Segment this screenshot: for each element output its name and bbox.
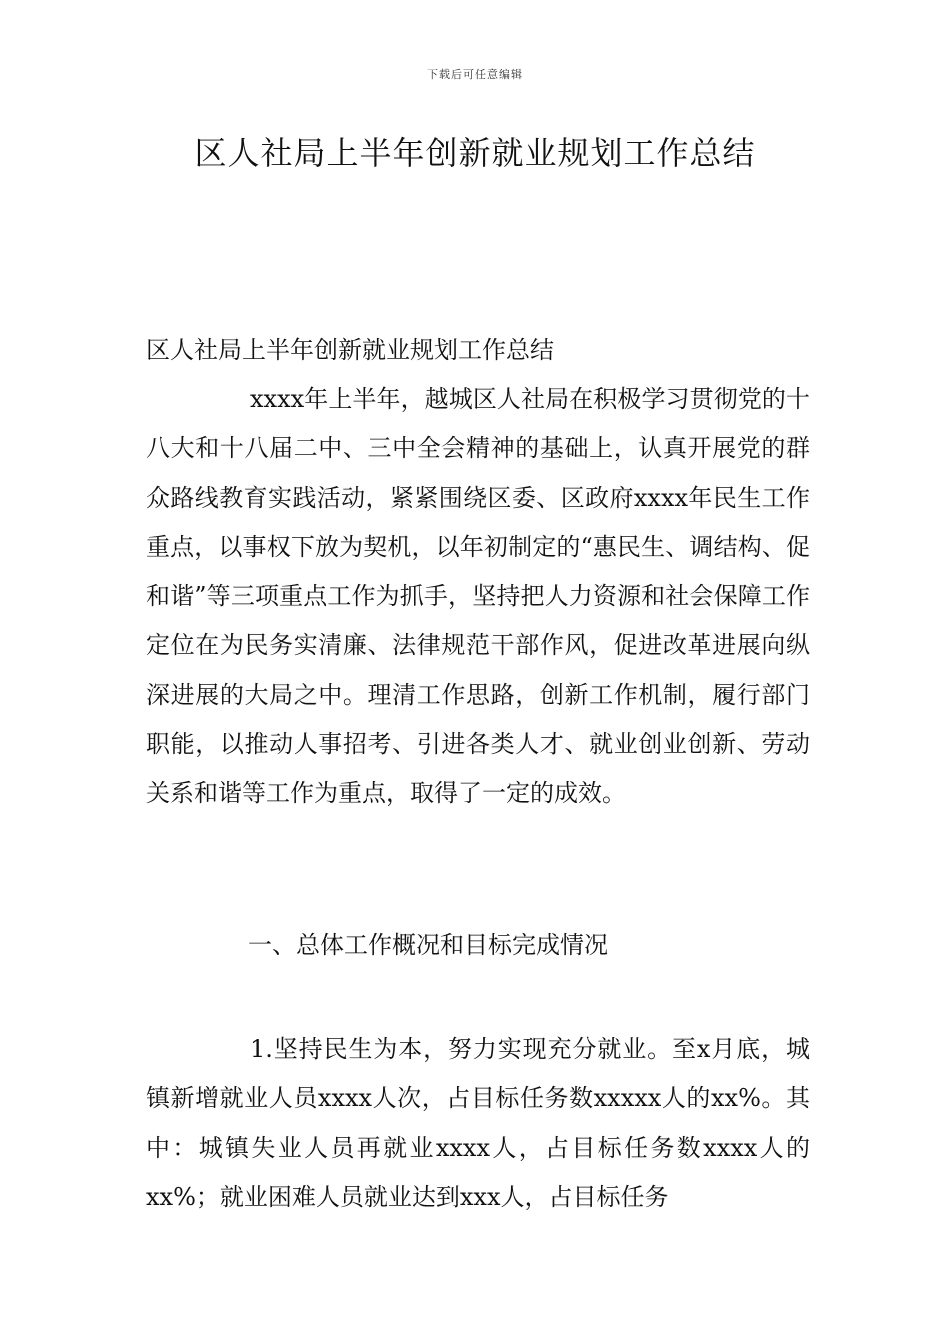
item-paragraph: 1.坚持民生为本，努力实现充分就业。至x月底，城镇新增就业人员xxxx人次，占目标任务数xxxxx人的xx%。其中：城镇失业人员再就业xxxx人，占目标任务数xxxx人的xx%；就业困难人员就业达到xxx人，占目标任务 <box>146 1035 810 1211</box>
section-heading: 一、总体工作概况和目标完成情况 <box>248 931 608 959</box>
document-subtitle: 区人社局上半年创新就业规划工作总结 <box>146 336 554 364</box>
document-title: 区人社局上半年创新就业规划工作总结 <box>194 134 756 172</box>
intro-paragraph: xxxx年上半年，越城区人社局在积极学习贯彻党的十八大和十八届二中、三中全会精神的基础上，认真开展党的群众路线教育实践活动，紧紧围绕区委、区政府xxxx年民生工作重点，以事权下放为契机，以年初制定的“惠民生、调结构、促和谐”等三项重点工作为抓手，坚持把人力资源和社会保障工作定位在为民务实清廉、法律规范干部作风，促进改革进展向纵深进展的大局之中。理清工作思路，创新工作机制，履行部门职能，以推动人事招考、引进各类人才、就业创业创新、劳动关系和谐等工作为重点，取得了一定的成效。 <box>146 385 810 808</box>
header-note: 下载后可任意编辑 <box>427 68 523 81</box>
